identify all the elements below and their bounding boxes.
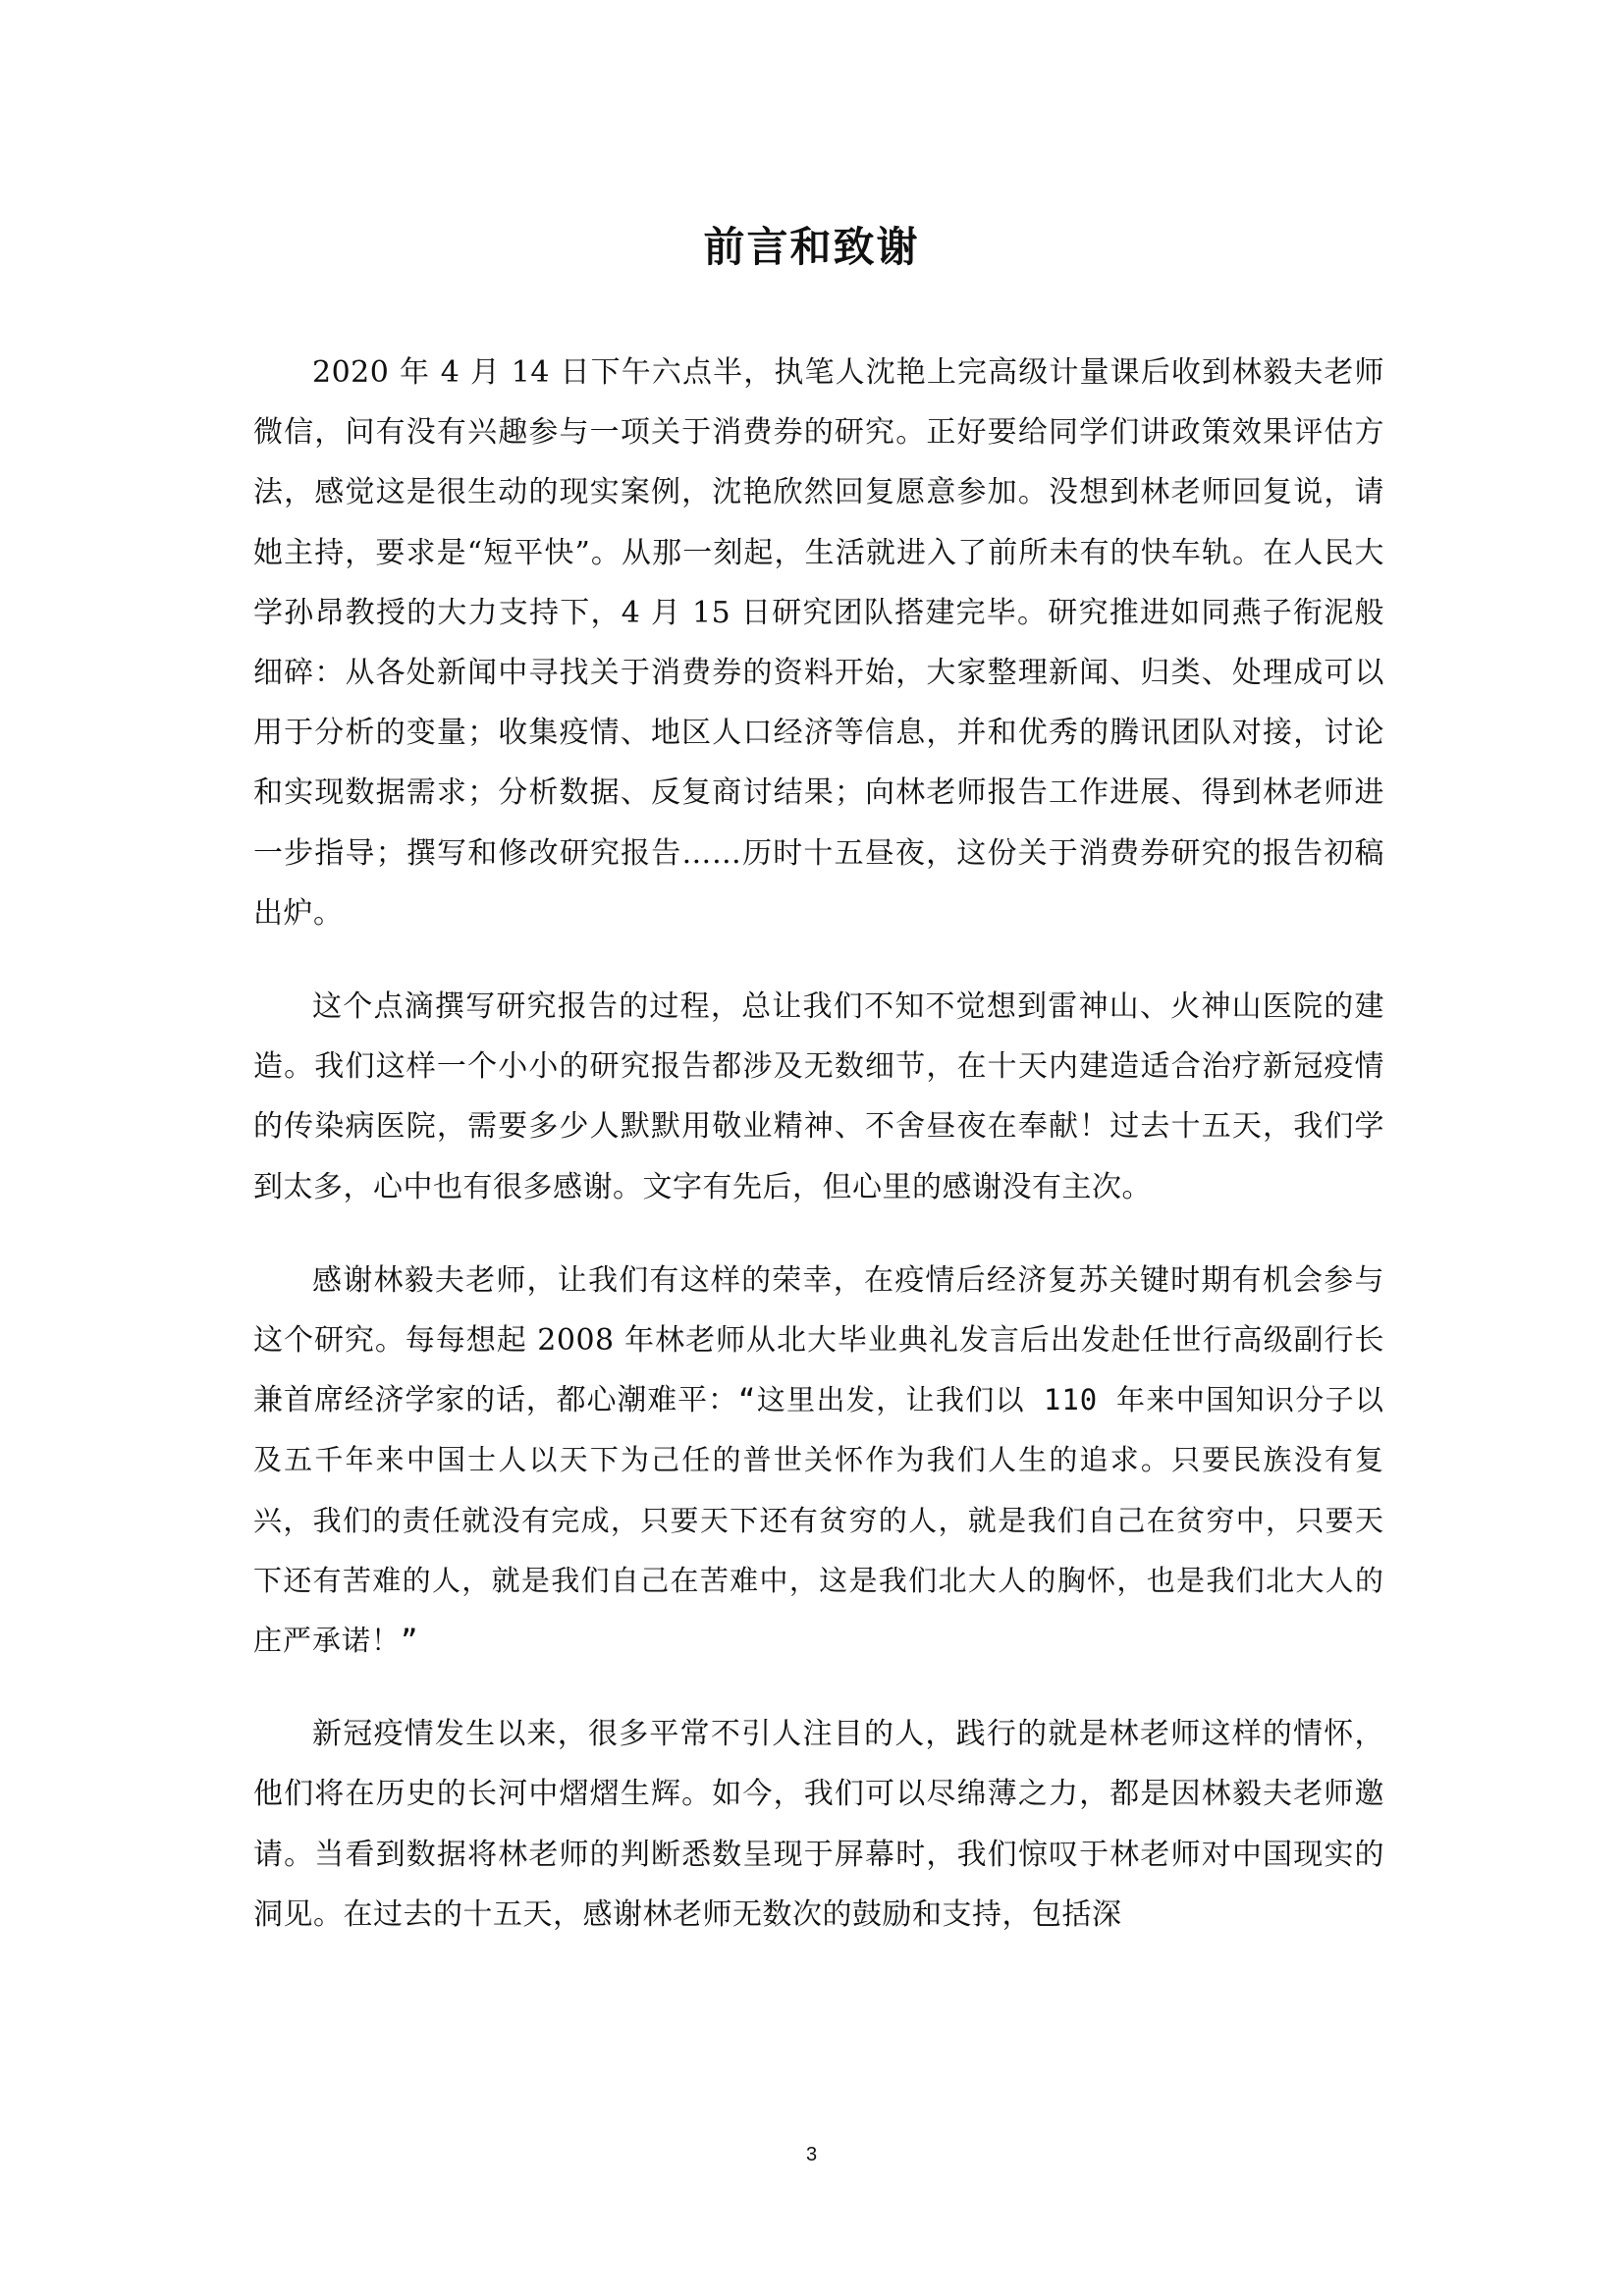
graduation-speech-quote: “这里出发，让我们以 110 年来中国知识分子以及五千年来中国士人以天下为己任的普世关怀作为我们人生的追求。只要民族没有复兴，我们的责任就没有完成，只要天下还有贫穷的人，就是我们自己在贫穷中，只要天下还有苦难的人，就是我们自己在苦难中，这是我们北大人的胸怀，也是我们北大人的庄严承诺！” (253, 1383, 1385, 1658)
paragraph-3-text: 感谢林毅夫老师，让我们有这样的荣幸，在疫情后经济复苏关键时期有机会参与这个研究。每每想起 2008 年林老师从北大毕业典礼发言后出发赴任世行高级副行长兼首席经济学家的话，都心潮难平： (253, 1262, 1384, 1418)
paragraph-2: 这个点滴撰写研究报告的过程，总让我们不知不觉想到雷神山、火神山医院的建造。我们这样一个小小的研究报告都涉及无数细节，在十天内建造适合治疗新冠疫情的传染病医院，需要多少人默默用敬业精神、不舍昼夜在奉献！过去十五天，我们学到太多，心中也有很多感谢。文字有先后，但心里的感谢没有主次。 (253, 989, 1384, 1204)
page-number: 3 (805, 2144, 818, 2165)
document-body (253, 343, 1384, 1945)
paragraph-4: 新冠疫情发生以来，很多平常不引人注目的人，践行的就是林老师这样的情怀，他们将在历史的长河中熠熠生辉。如今，我们可以尽绵薄之力，都是因林毅夫老师邀请。当看到数据将林老师的判断悉数呈现于屏幕时，我们惊叹于林老师对中国现实的洞见。在过去的十五天，感谢林老师无数次的鼓励和支持，包括深 (253, 1717, 1384, 1932)
paragraph-1: 2020 年 4 月 14 日下午六点半，执笔人沈艳上完高级计量课后收到林毅夫老师微信，问有没有兴趣参与一项关于消费券的研究。正好要给同学们讲政策效果评估方法，感觉这是很生动的现实案例，沈艳欣然回复愿意参加。没想到林老师回复说，请她主持，要求是“短平快”。从那一刻起，生活就进入了前所未有的快车轨。在人民大学孙昂教授的大力支持下，4 月 15 日研究团队搭建完毕。研究推进如同燕子衔泥般细碎：从各处新闻中寻找关于消费券的资料开始，大家整理新闻、归类、处理成可以用于分析的变量；收集疫情、地区人口经济等信息，并和优秀的腾讯团队对接，讨论和实现数据需求；分析数据、反复商讨结果；向林老师报告工作进展、得到林老师进一步指导；撰写和修改研究报告……历时十五昼夜，这份关于消费券研究的报告初稿出炉。 (253, 355, 1384, 931)
paragraph-3 (253, 1251, 1384, 1671)
page-title: 前言和致谢 (703, 223, 920, 271)
